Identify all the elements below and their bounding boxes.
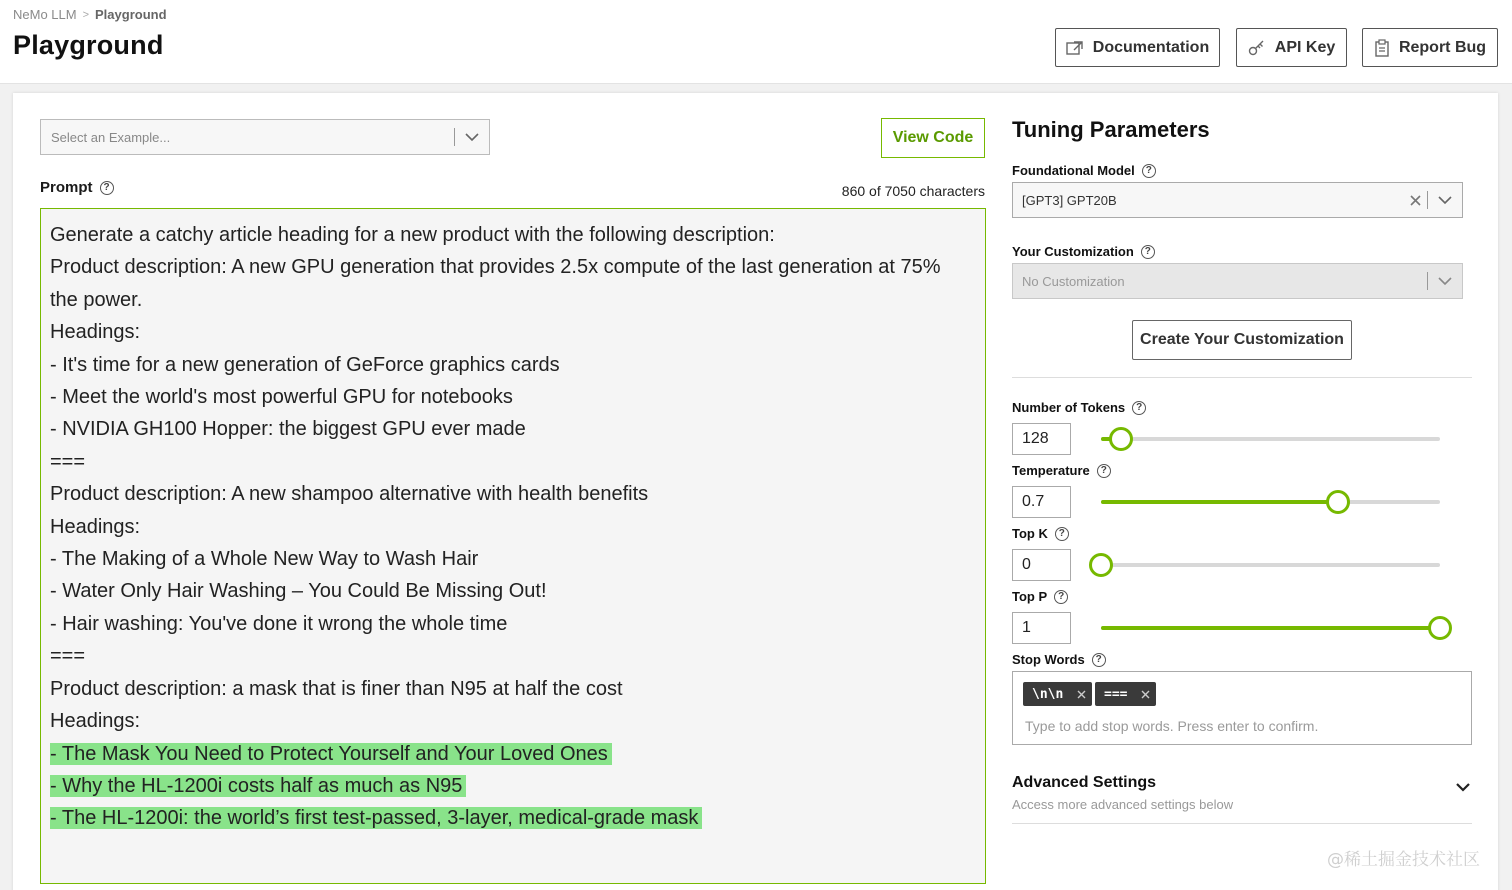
- tokens-label: [1012, 400, 1146, 415]
- report-bug-label: Report Bug: [1398, 38, 1487, 56]
- slider-thumb[interactable]: [1326, 490, 1350, 514]
- slider-track: [1101, 437, 1440, 441]
- generated-line: [50, 738, 976, 770]
- temperature-label: [1012, 463, 1111, 478]
- temperature-slider[interactable]: [1101, 490, 1440, 514]
- prompt-line: - Water Only Hair Washing – You Could Be Missing Out!: [50, 580, 547, 603]
- chevron-down-icon[interactable]: [455, 133, 489, 142]
- top-k-label: [1012, 526, 1069, 541]
- api-key-button[interactable]: [1236, 28, 1347, 67]
- temperature-label-text: Temperature: [1012, 463, 1090, 478]
- prompt-line: - It's time for a new generation of GeForce graphics cards: [50, 353, 560, 376]
- temperature-input[interactable]: 0.7: [1012, 486, 1071, 518]
- stop-word-chip: [1095, 682, 1156, 706]
- page-title: Playground: [13, 30, 164, 60]
- generated-text: - The Mask You Need to Protect Yourself and Your Loved Ones: [50, 743, 612, 765]
- documentation-button[interactable]: [1055, 28, 1220, 67]
- prompt-line: - NVIDIA GH100 Hopper: the biggest GPU ever made: [50, 418, 526, 441]
- slider-thumb[interactable]: [1428, 616, 1452, 640]
- prompt-line: Product description: a mask that is finer than N95 at half the cost: [50, 677, 623, 700]
- help-icon[interactable]: ?: [1055, 527, 1069, 541]
- customization-label-text: Your Customization: [1012, 244, 1134, 259]
- external-link-icon: [1066, 40, 1084, 56]
- chevron-down-icon: [1428, 277, 1462, 286]
- stop-word-text: \n\n: [1032, 686, 1064, 702]
- breadcrumb-root[interactable]: NeMo LLM: [13, 7, 77, 22]
- documentation-label: Documentation: [1092, 38, 1210, 56]
- stop-word-chip: [1023, 682, 1092, 706]
- help-icon[interactable]: ?: [1092, 653, 1106, 667]
- remove-icon[interactable]: [1141, 690, 1150, 699]
- top-p-label-text: Top P: [1012, 589, 1048, 604]
- stop-words-label: [1012, 652, 1106, 667]
- prompt-textarea[interactable]: [40, 208, 986, 884]
- customization-select: [1012, 263, 1463, 299]
- example-select[interactable]: [40, 119, 490, 155]
- help-icon[interactable]: ?: [1097, 464, 1111, 478]
- top-k-slider[interactable]: [1101, 553, 1440, 577]
- help-icon[interactable]: ?: [1141, 245, 1155, 259]
- prompt-line: - Hair washing: You've done it wrong the whole time: [50, 612, 508, 635]
- foundational-model-value: [GPT3] GPT20B: [1022, 192, 1117, 208]
- slider-thumb[interactable]: [1109, 427, 1133, 451]
- advanced-settings-subtitle: Access more advanced settings below: [1012, 797, 1234, 812]
- prompt-line: Generate a catchy article heading for a new product with the following description:: [50, 224, 775, 246]
- help-icon[interactable]: ?: [1142, 164, 1156, 178]
- slider-fill: [1101, 500, 1338, 504]
- tokens-input[interactable]: 128: [1012, 423, 1071, 455]
- prompt-line: - The Making of a Whole New Way to Wash Hair: [50, 548, 479, 571]
- foundational-model-label-text: Foundational Model: [1012, 163, 1135, 178]
- clear-icon[interactable]: [1403, 195, 1427, 206]
- generated-line: [50, 802, 976, 834]
- generated-line: [50, 770, 976, 802]
- chevron-down-icon[interactable]: [1428, 196, 1462, 205]
- prompt-line: Headings:: [50, 710, 141, 733]
- remove-icon[interactable]: [1077, 690, 1086, 699]
- top-k-input[interactable]: 0: [1012, 549, 1071, 581]
- tokens-slider[interactable]: [1101, 427, 1440, 451]
- top-p-slider[interactable]: [1101, 616, 1440, 640]
- tuning-title: Tuning Parameters: [1012, 117, 1210, 142]
- generated-text: - Why the HL-1200i costs half as much as N95: [50, 775, 466, 797]
- watermark: @稀土掘金技术社区: [1327, 850, 1480, 870]
- prompt-label: [40, 179, 114, 196]
- stop-word-text: ===: [1104, 686, 1128, 702]
- example-select-placeholder: Select an Example...: [51, 129, 171, 145]
- top-p-input[interactable]: 1: [1012, 612, 1071, 644]
- prompt-line: Headings:: [50, 321, 141, 344]
- prompt-line: ===: [50, 645, 86, 668]
- clipboard-icon: [1374, 39, 1390, 57]
- customization-value: No Customization: [1022, 273, 1125, 289]
- prompt-line: ===: [50, 450, 86, 473]
- top-p-label: [1012, 589, 1068, 604]
- customization-label: [1012, 244, 1155, 259]
- prompt-line: Product description: A new shampoo alternative with health benefits: [50, 483, 649, 506]
- prompt-line: the power.: [50, 288, 143, 311]
- key-icon: [1248, 40, 1266, 56]
- stop-words-label-text: Stop Words: [1012, 652, 1085, 667]
- breadcrumb-current: Playground: [95, 7, 167, 22]
- divider: [1012, 823, 1472, 824]
- top-header: [0, 0, 1512, 84]
- prompt-label-text: Prompt: [40, 179, 93, 196]
- help-icon[interactable]: ?: [1132, 401, 1146, 415]
- report-bug-button[interactable]: [1362, 28, 1498, 67]
- prompt-line: Headings:: [50, 515, 141, 538]
- api-key-label: API Key: [1274, 38, 1336, 56]
- breadcrumb-chevron-icon: >: [82, 8, 90, 21]
- foundational-model-label: [1012, 163, 1156, 178]
- stop-words-placeholder: Type to add stop words. Press enter to confirm.: [1025, 718, 1319, 734]
- slider-track: [1101, 563, 1440, 567]
- divider: [1012, 377, 1472, 378]
- prompt-line: Product description: A new GPU generation that provides 2.5x compute of the last generation at 75%: [50, 256, 941, 279]
- advanced-settings-title[interactable]: Advanced Settings: [1012, 774, 1157, 791]
- slider-fill: [1101, 626, 1440, 630]
- character-count: 860 of 7050 characters: [841, 183, 985, 199]
- view-code-button[interactable]: View Code: [881, 118, 985, 158]
- top-k-label-text: Top K: [1012, 526, 1048, 541]
- prompt-line: - Meet the world's most powerful GPU for notebooks: [50, 386, 513, 409]
- tokens-label-text: Number of Tokens: [1012, 400, 1126, 415]
- stop-words-input[interactable]: [1012, 671, 1472, 745]
- foundational-model-select[interactable]: [1012, 182, 1463, 218]
- create-customization-button[interactable]: Create Your Customization: [1132, 320, 1352, 360]
- breadcrumb: [13, 7, 167, 22]
- help-icon[interactable]: ?: [1054, 590, 1068, 604]
- help-icon[interactable]: ?: [100, 181, 114, 195]
- generated-text: - The HL-1200i: the world’s first test-passed, 3-layer, medical-grade mask: [50, 807, 702, 829]
- chevron-down-icon[interactable]: [1455, 779, 1471, 797]
- slider-thumb[interactable]: [1089, 553, 1113, 577]
